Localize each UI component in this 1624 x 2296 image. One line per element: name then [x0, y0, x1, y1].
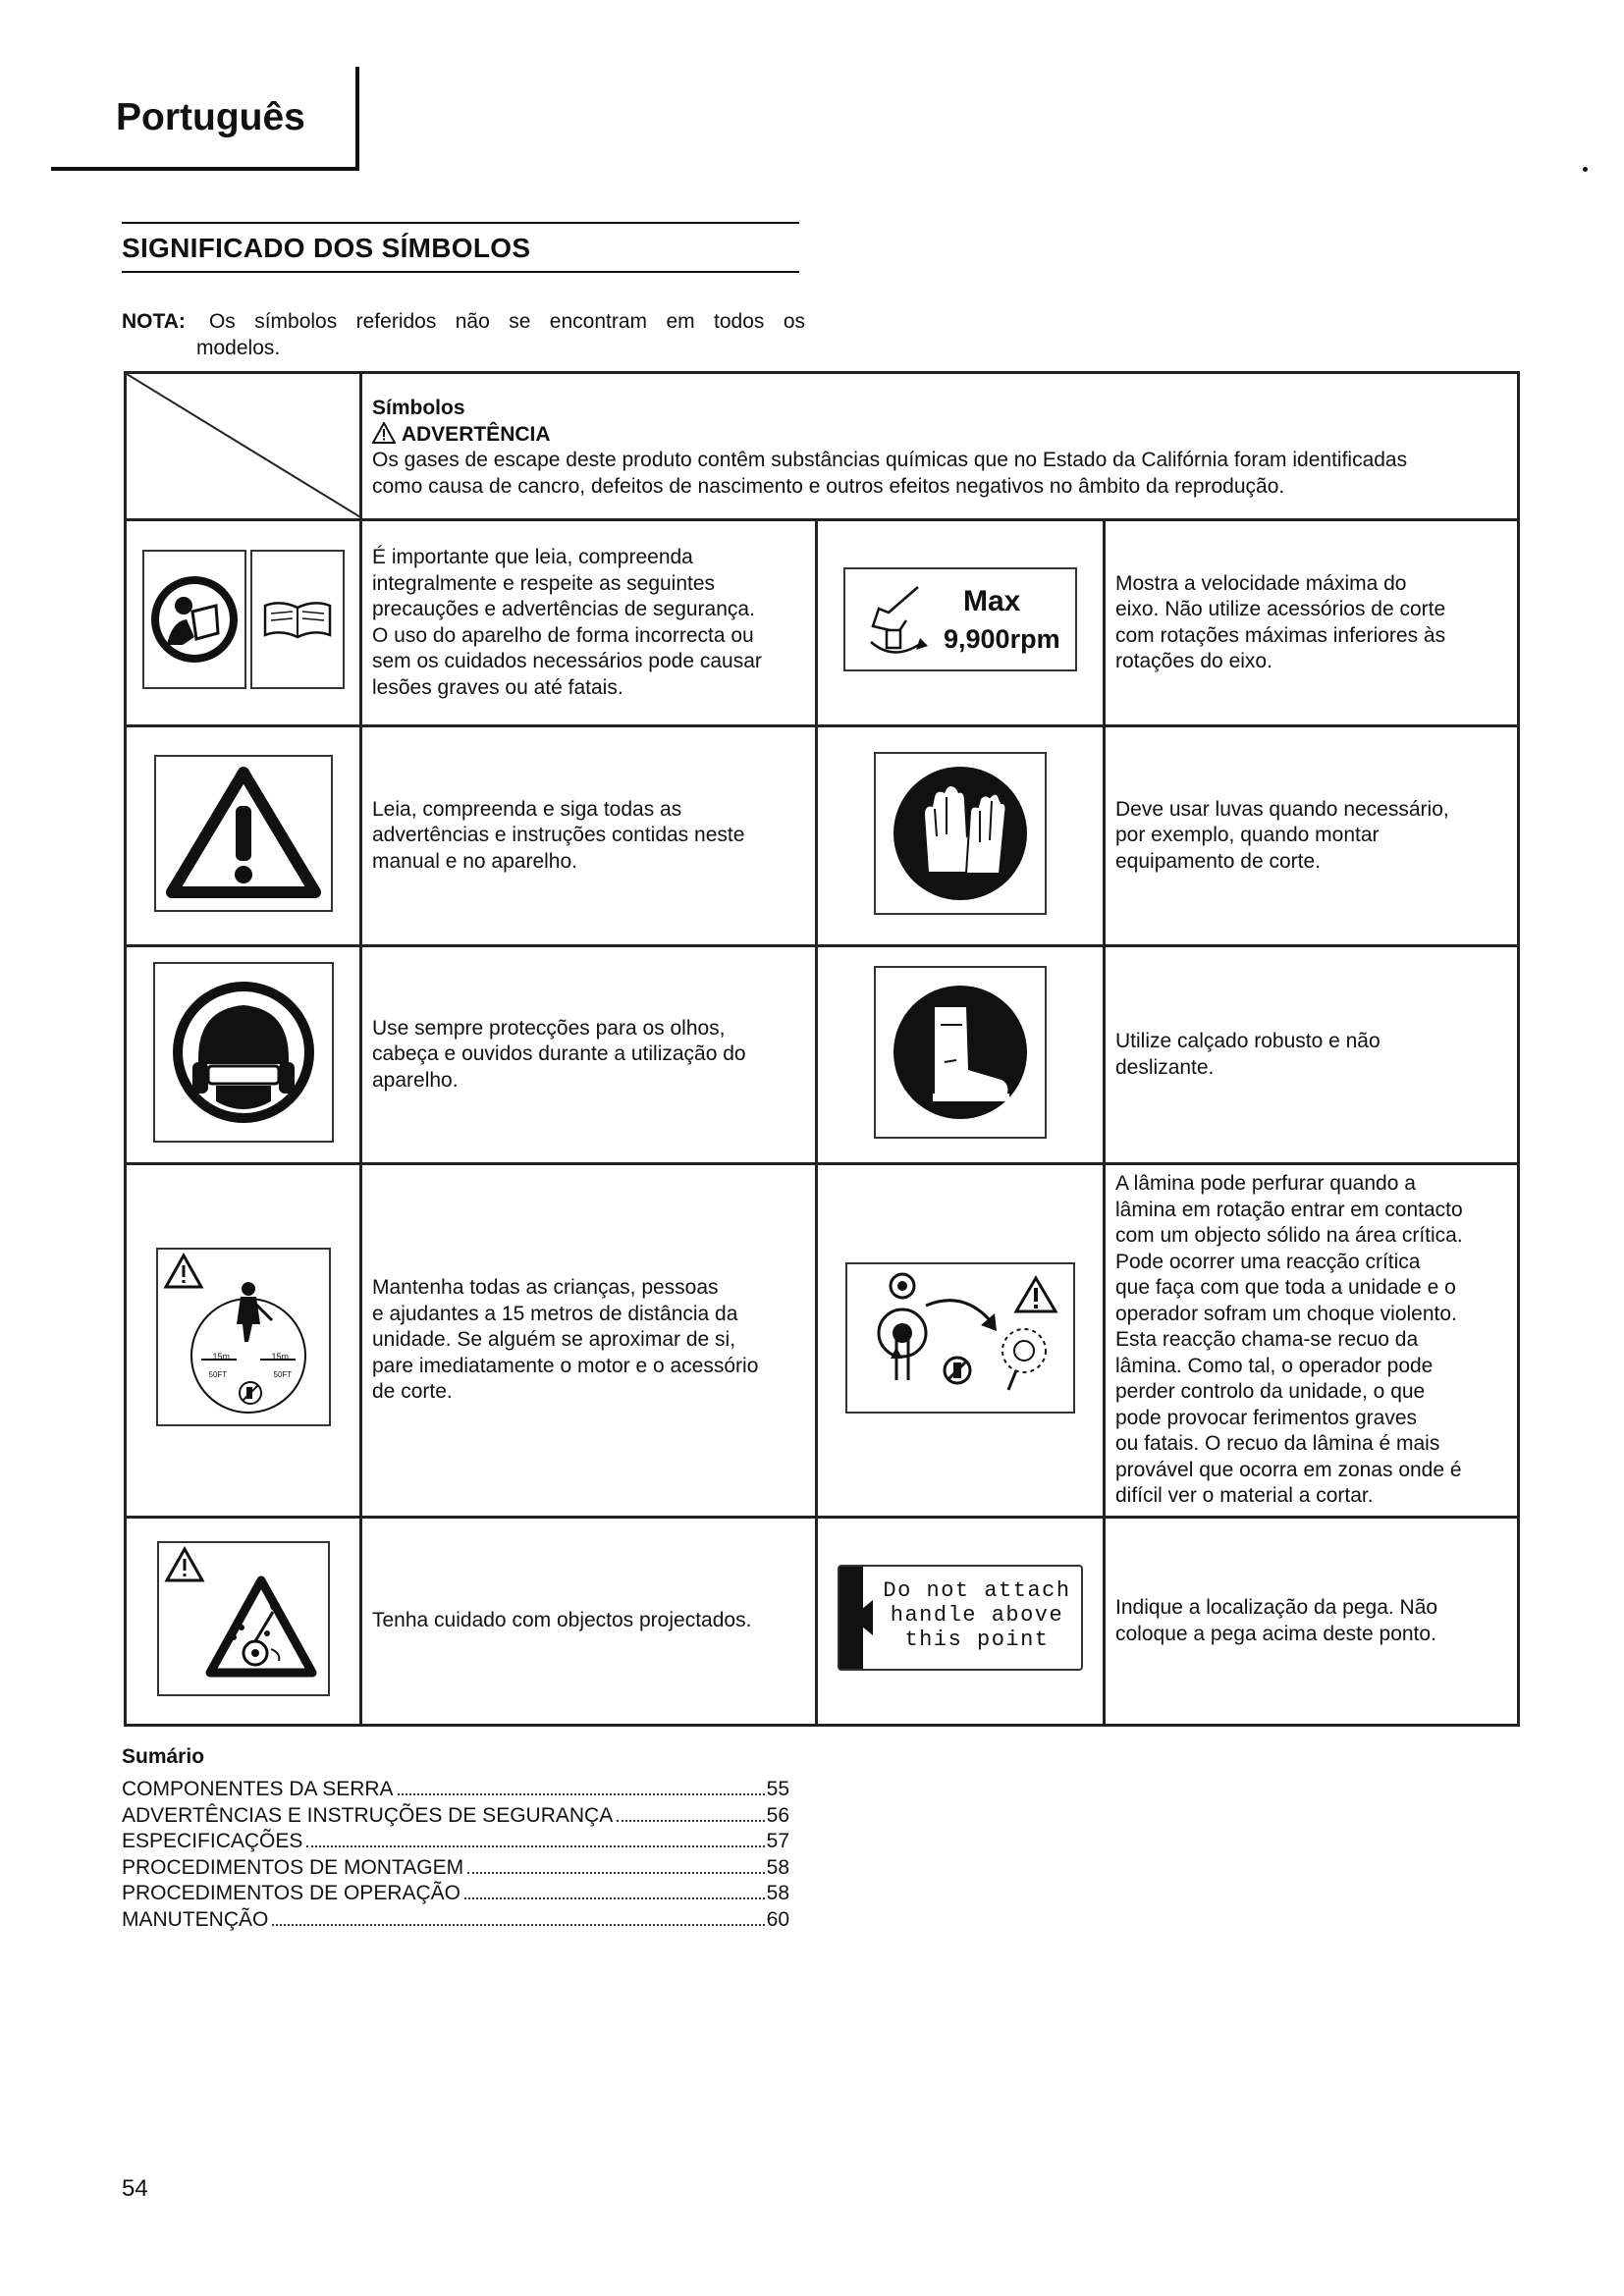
- toc-label: ESPECIFICAÇÕES: [122, 1830, 303, 1852]
- text-line: coloque a pega acima deste ponto.: [1115, 1622, 1436, 1645]
- note-line-1: Os símbolos referidos não se encontram em todos os: [208, 310, 805, 333]
- warning-small-icon: [372, 422, 396, 444]
- read-manual-pictogram: [137, 547, 350, 692]
- text-line: Deve usar luvas quando necessário,: [1115, 797, 1449, 821]
- text-line: Mostra a velocidade máxima do: [1115, 571, 1407, 595]
- text-line: com um objecto sólido na área crítica.: [1115, 1224, 1463, 1248]
- symbols-table: [124, 371, 1520, 1727]
- distance-label-left: 15m: [212, 1351, 231, 1362]
- warning-text-line-1: Os gases de escape deste produto contêm substâncias químicas que no Estado da Califórnia foram identificadas: [372, 449, 1408, 471]
- boots-icon: [817, 946, 1105, 1164]
- keep-distance-icon: [126, 1164, 361, 1518]
- toc-item[interactable]: [122, 1881, 789, 1907]
- diagonal-line: [127, 374, 362, 518]
- page-number: 54: [122, 2175, 148, 2202]
- text-line: O uso do aparelho de forma incorrecta ou: [372, 623, 754, 647]
- text-line: precauções e advertências de segurança.: [372, 598, 755, 620]
- toc-page: 58: [766, 1855, 789, 1879]
- rpm-label: 9,900rpm: [944, 623, 1060, 654]
- header-warning: [372, 422, 1507, 449]
- text-line: Pode ocorrer uma reacção crítica: [1115, 1250, 1421, 1273]
- blade-thrust-icon: [817, 1164, 1105, 1518]
- boots-pictogram: [874, 966, 1047, 1139]
- blade-thrust-text: [1105, 1164, 1519, 1518]
- handle-text-line: handle above: [890, 1602, 1064, 1628]
- text-line: Tenha cuidado com objectos projectados.: [372, 1609, 752, 1632]
- text-line: Utilize calçado robusto e não: [1115, 1030, 1380, 1052]
- read-manual-icon: [126, 520, 361, 726]
- thrown-objects-pictogram: [157, 1541, 330, 1696]
- max-label: Max: [963, 584, 1021, 617]
- text-line: eixo. Não utilize acessórios de corte: [1115, 598, 1446, 620]
- text-line: que faça com que toda a unidade e o: [1115, 1276, 1456, 1300]
- protection-pictogram: [153, 962, 334, 1143]
- section-title-text: SIGNIFICADO DOS SÍMBOLOS: [122, 233, 531, 263]
- page-mark: [1583, 167, 1588, 172]
- header-title: Símbolos: [372, 397, 465, 419]
- summary: [122, 1745, 789, 1933]
- text-line: difícil ver o material a cortar.: [1115, 1484, 1374, 1508]
- text-line: operador sofram um choque violento.: [1115, 1302, 1457, 1325]
- toc-item[interactable]: [122, 1803, 789, 1830]
- text-line: perder controlo da unidade, o que: [1115, 1380, 1426, 1404]
- gloves-text: [1105, 726, 1519, 946]
- toc-page: 56: [766, 1803, 789, 1827]
- table-row: [126, 726, 1519, 946]
- max-speed-icon: [817, 520, 1105, 726]
- toc-label: MANUTENÇÃO: [122, 1907, 269, 1931]
- text-line: É importante que leia, compreenda: [372, 546, 693, 568]
- handle-position-text: [1105, 1518, 1519, 1726]
- text-line: com rotações máximas inferiores às: [1115, 623, 1446, 647]
- thrown-objects-icon: [126, 1518, 361, 1726]
- text-line: unidade. Se alguém se aproximar de si,: [372, 1328, 736, 1352]
- language-tab: [51, 67, 359, 171]
- toc-page: 60: [766, 1907, 789, 1931]
- distance-label-left-ft: 50FT: [208, 1369, 228, 1379]
- text-line: Mantenha todas as crianças, pessoas: [372, 1276, 719, 1300]
- toc-item[interactable]: [122, 1855, 789, 1882]
- distance-label-right: 15m: [271, 1351, 290, 1362]
- table-row: [126, 946, 1519, 1164]
- toc-label: ADVERTÊNCIAS E INSTRUÇÕES DE SEGURANÇA: [122, 1803, 614, 1827]
- table-header-row: [126, 373, 1519, 520]
- toc-label: COMPONENTES DA SERRA: [122, 1778, 394, 1800]
- boots-text: [1105, 946, 1519, 1164]
- toc-label: PROCEDIMENTOS DE OPERAÇÃO: [122, 1882, 461, 1904]
- eye-ear-head-protection-icon: [126, 946, 361, 1164]
- toc-page: 57: [766, 1830, 789, 1852]
- handle-text-line: Do not attach: [883, 1577, 1071, 1603]
- text-line: equipamento de corte.: [1115, 849, 1321, 873]
- gloves-icon: [817, 726, 1105, 946]
- text-line: pode provocar ferimentos graves: [1115, 1406, 1417, 1429]
- note-label: NOTA:: [122, 310, 186, 333]
- gloves-pictogram: [874, 752, 1047, 915]
- note: [122, 308, 805, 361]
- text-line: Indique a localização da pega. Não: [1115, 1596, 1438, 1619]
- table-row: [126, 520, 1519, 726]
- text-line: aparelho.: [372, 1068, 459, 1092]
- max-speed-text: [1105, 520, 1519, 726]
- table-row: [126, 1518, 1519, 1726]
- arrow-left-icon: [851, 1598, 875, 1637]
- text-line: por exemplo, quando montar: [1115, 824, 1380, 847]
- toc-page: 55: [766, 1778, 789, 1800]
- note-line-2: modelos.: [196, 337, 281, 359]
- text-line: advertências e instruções contidas neste: [372, 824, 745, 847]
- text-line: pare imediatamente o motor e o acessório: [372, 1354, 759, 1377]
- summary-title: Sumário: [122, 1745, 205, 1768]
- protection-text: [361, 946, 817, 1164]
- handle-text-line: this point: [904, 1627, 1050, 1652]
- table-row: [126, 1164, 1519, 1518]
- handle-position-icon: [817, 1518, 1105, 1726]
- spindle-icon: [859, 573, 947, 667]
- handle-position-pictogram: [838, 1565, 1083, 1671]
- blade-thrust-pictogram: [845, 1262, 1075, 1414]
- text-line: ou fatais. O recuo da lâmina é mais: [1115, 1432, 1440, 1456]
- header-diagonal-cell: [126, 373, 361, 520]
- text-line: sem os cuidados necessários pode causar: [372, 650, 762, 672]
- text-line: Esta reacção chama-se recuo da: [1115, 1328, 1419, 1352]
- keep-distance-text: [361, 1164, 817, 1518]
- text-line: Leia, compreenda e siga todas as: [372, 797, 682, 821]
- text-line: manual e no aparelho.: [372, 849, 577, 873]
- text-line: cabeça e ouvidos durante a utilização do: [372, 1042, 746, 1066]
- text-line: Use sempre protecções para os olhos,: [372, 1016, 726, 1040]
- max-speed-pictogram: [843, 567, 1077, 671]
- text-line: A lâmina pode perfurar quando a: [1115, 1172, 1416, 1196]
- read-instructions-text: [361, 726, 817, 946]
- text-line: e ajudantes a 15 metros de distância da: [372, 1302, 738, 1325]
- text-line: provável que ocorra em zonas onde é: [1115, 1458, 1462, 1481]
- toc-item[interactable]: [122, 1829, 789, 1855]
- toc-label: PROCEDIMENTOS DE MONTAGEM: [122, 1855, 464, 1879]
- toc-page: 58: [766, 1882, 789, 1904]
- read-manual-text: [361, 520, 817, 726]
- text-line: rotações do eixo.: [1115, 650, 1272, 672]
- toc-item[interactable]: [122, 1777, 789, 1803]
- toc-item[interactable]: [122, 1907, 789, 1934]
- warning-triangle-icon: [126, 726, 361, 946]
- text-line: lâmina. Como tal, o operador pode: [1115, 1354, 1434, 1377]
- section-title: [122, 222, 799, 273]
- warning-pictogram: [154, 755, 333, 912]
- text-line: lesões graves ou até fatais.: [372, 675, 623, 699]
- text-line: deslizante.: [1115, 1055, 1215, 1079]
- keep-distance-pictogram: [156, 1248, 331, 1426]
- text-line: integralmente e respeite as seguintes: [372, 571, 716, 595]
- header-text-cell: [361, 373, 1519, 520]
- distance-label-right-ft: 50FT: [273, 1369, 293, 1379]
- thrown-objects-text: [361, 1518, 817, 1726]
- language-label: Português: [116, 96, 305, 138]
- text-line: de corte.: [372, 1380, 453, 1404]
- warning-title: ADVERTÊNCIA: [401, 422, 551, 446]
- warning-text-line-2: como causa de cancro, defeitos de nascimento e outros efeitos negativos no âmbito da reprodução.: [372, 474, 1285, 498]
- text-line: lâmina em rotação entrar em contacto: [1115, 1198, 1463, 1221]
